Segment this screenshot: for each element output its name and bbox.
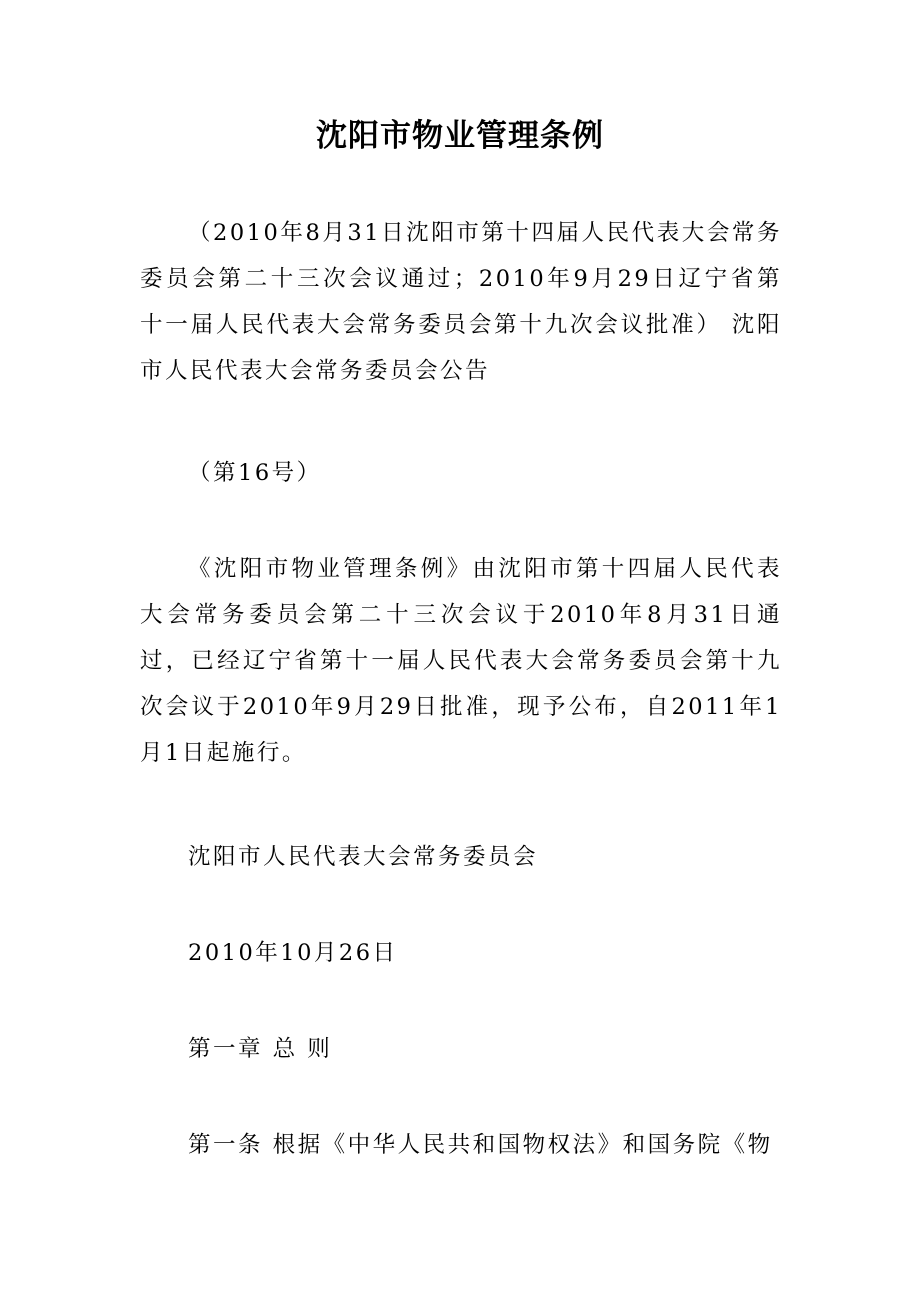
article-1-text: 第一条 根据《中华人民共和国物权法》和国务院《物 [188,1132,773,1158]
document-title: 沈阳市物业管理条例 [316,118,604,154]
announcement-number: （第16号） [188,460,322,486]
chapter-heading: 第一章 总 则 [188,1036,333,1062]
legislative-note-paragraph: （2010年8月31日沈阳市第十四届人民代表大会常务委员会第二十三次会议通过；2010年9月29日辽宁省第十一届人民代表大会常务委员会第十九次会议批准） 沈阳市人民代表大会常务委员会公告 [140,220,782,384]
announcement-paragraph: 《沈阳市物业管理条例》由沈阳市第十四届人民代表大会常务委员会第二十三次会议于2010年8月31日通过，已经辽宁省第十一届人民代表大会常务委员会第十九次会议于2010年9月29日批准，现予公布，自2011年1月1日起施行。 [140,556,782,766]
issuer-name: 沈阳市人民代表大会常务委员会 [188,844,539,870]
issue-date: 2010年10月26日 [188,940,398,966]
